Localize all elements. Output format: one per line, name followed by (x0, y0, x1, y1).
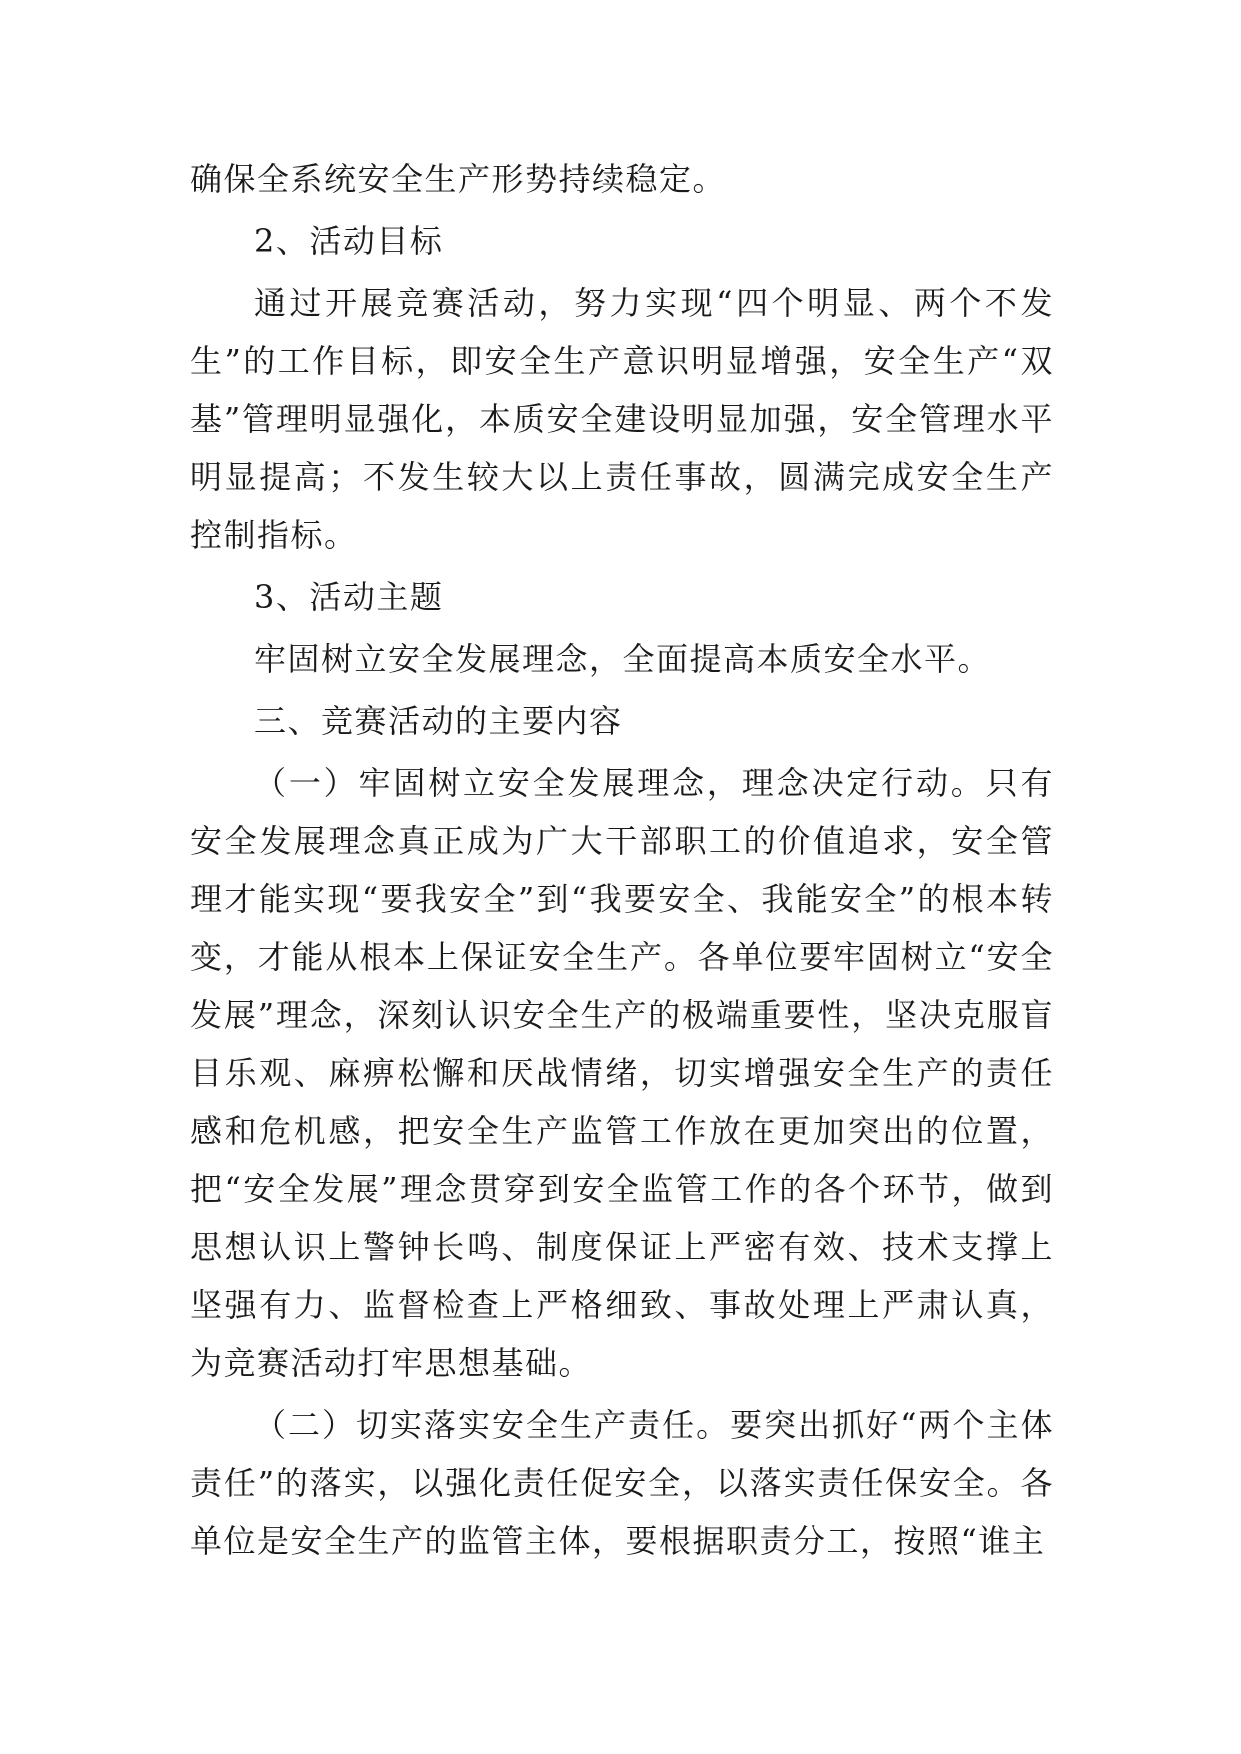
section-heading-activity-theme: 3、活动主题 (254, 578, 444, 616)
section-heading-main-content: 三、竞赛活动的主要内容 (254, 702, 623, 740)
paragraph-item-two: （二）切实落实安全生产责任。要突出抓好“两个主体责任”的落实，以强化责任促安全，以落实责任保安全。各单位是安全生产的监管主体，要根据职责分工，按照“谁主 (190, 1406, 1054, 1560)
paragraph-activity-theme: 牢固树立安全发展理念，全面提高本质安全水平。 (254, 640, 992, 678)
paragraph-continuation: 确保全系统安全生产形势持续稳定。 (190, 160, 727, 198)
document-body (190, 150, 1054, 1574)
section-heading-activity-goal: 2、活动目标 (254, 222, 444, 260)
paragraph-activity-goal: 通过开展竞赛活动，努力实现“四个明显、两个不发生”的工作目标，即安全生产意识明显增强，安全生产“双基”管理明显强化，本质安全建设明显加强，安全管理水平明显提高；不发生较大以上责任事故，圆满完成安全生产控制指标。 (190, 284, 1054, 554)
paragraph-item-one: （一）牢固树立安全发展理念，理念决定行动。只有安全发展理念真正成为广大干部职工的价值追求，安全管理才能实现“要我安全”到“我要安全、我能安全”的根本转变，才能从根本上保证安全生产。各单位要牢固树立“安全发展”理念，深刻认识安全生产的极端重要性，坚决克服盲目乐观、麻痹松懈和厌战情绪，切实增强安全生产的责任感和危机感，把安全生产监管工作放在更加突出的位置，把“安全发展”理念贯穿到安全监管工作的各个环节，做到思想认识上警钟长鸣、制度保证上严密有效、技术支撑上坚强有力、监督检查上严格细致、事故处理上严肃认真，为竞赛活动打牢思想基础。 (190, 764, 1054, 1382)
